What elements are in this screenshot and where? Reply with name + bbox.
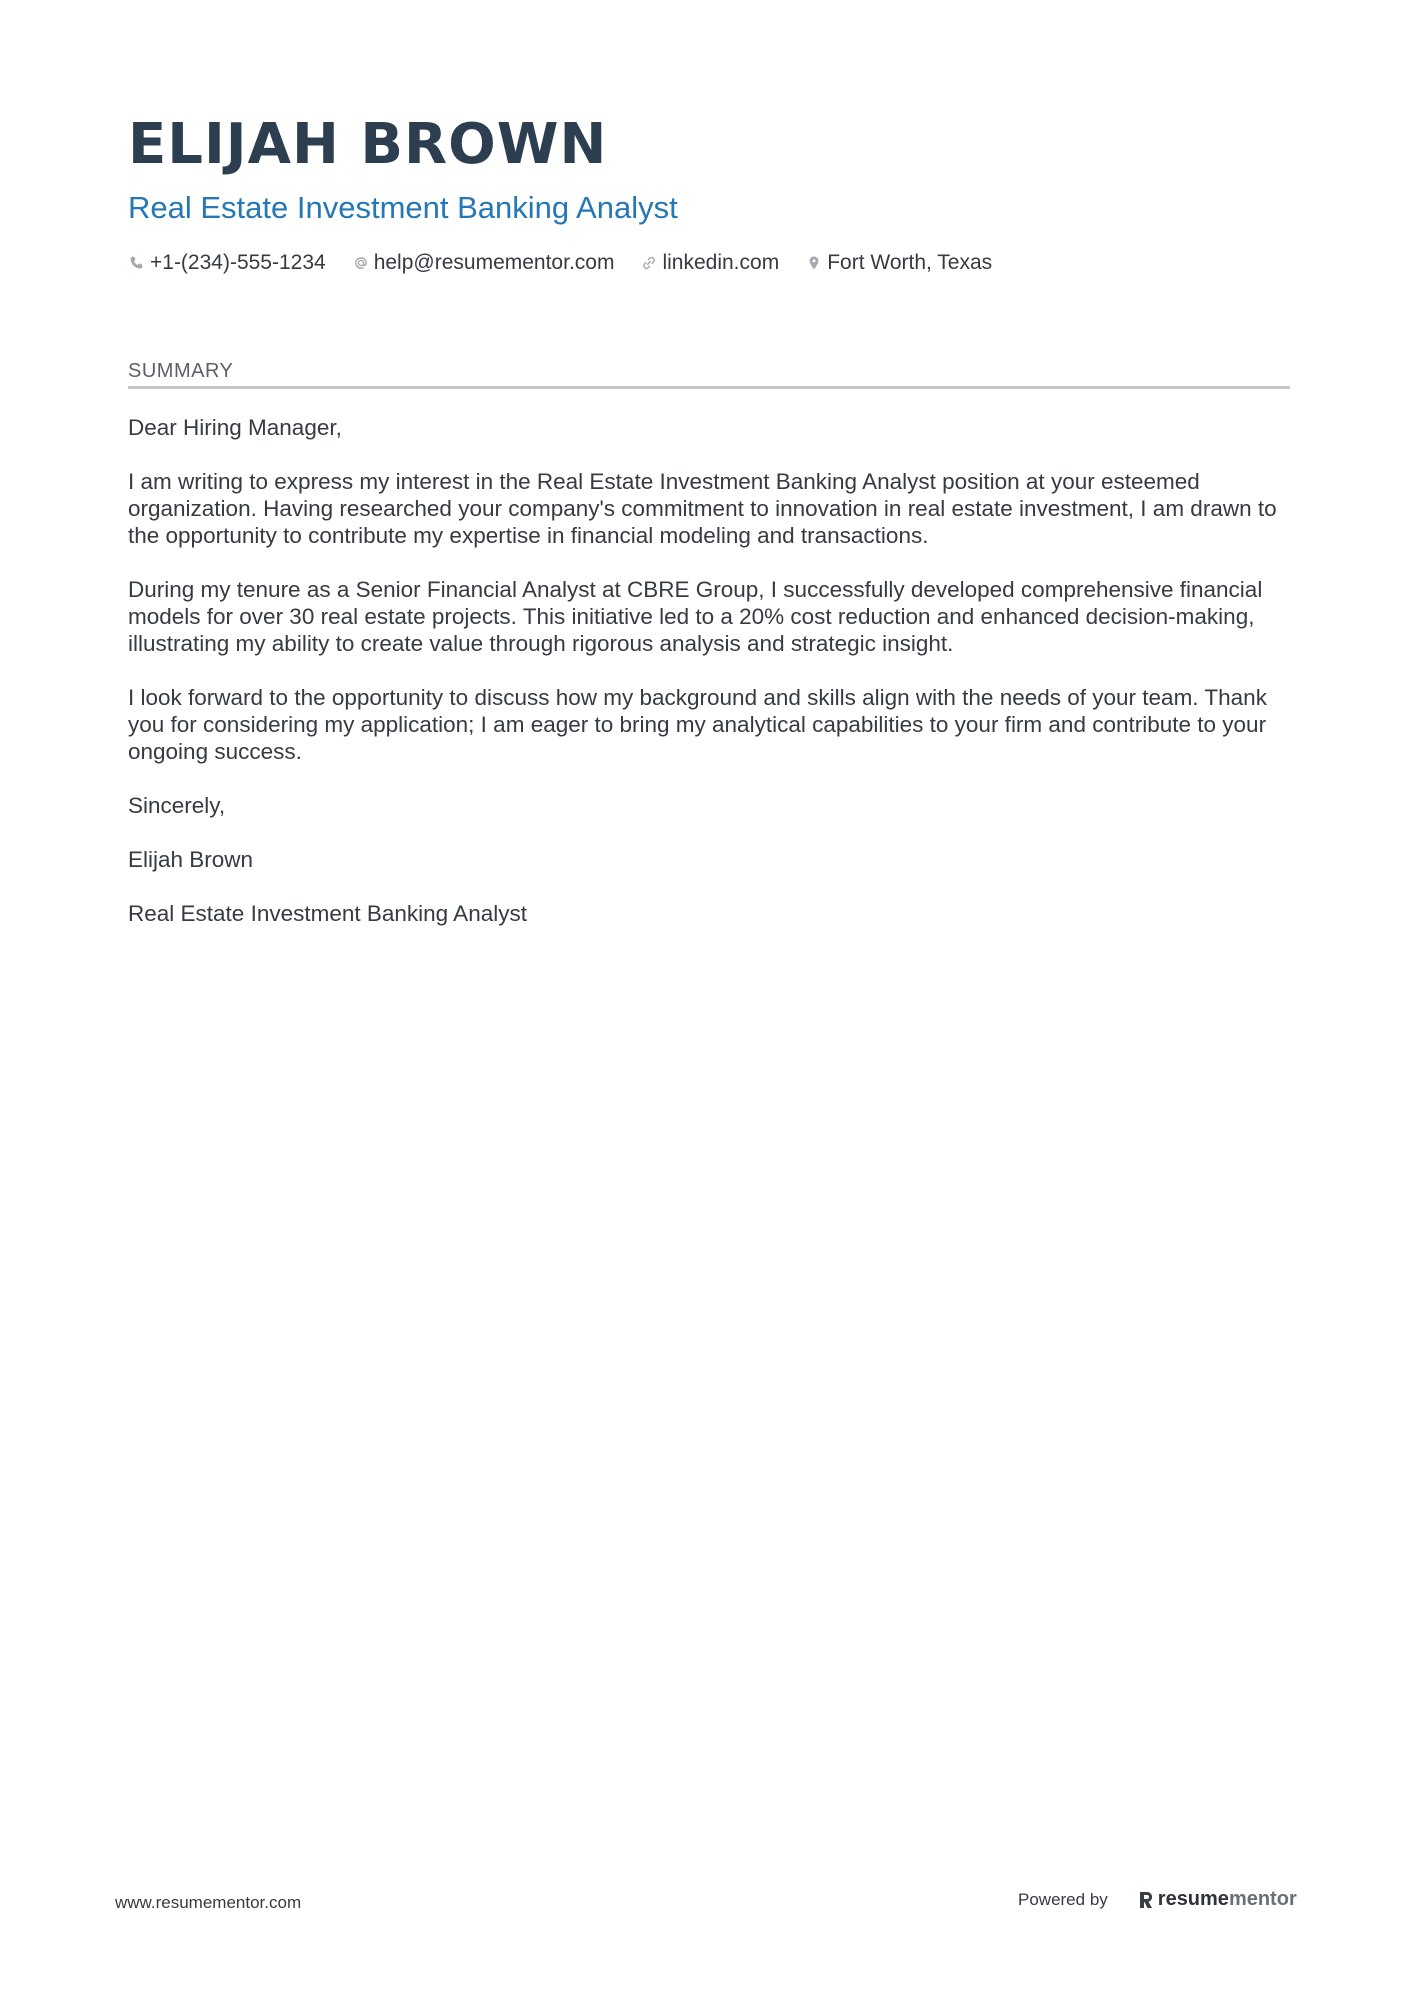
contact-phone <box>128 251 326 275</box>
signature-name: Elijah Brown <box>128 847 254 872</box>
powered-by-label: Powered by <box>1018 1889 1108 1909</box>
contact-email[interactable] <box>352 251 615 275</box>
phone-icon <box>128 254 146 272</box>
brand-text-mentor: mentor <box>1228 1888 1297 1910</box>
contact-location <box>805 251 992 275</box>
brand-text-resume: resume <box>1157 1888 1229 1910</box>
closing: Sincerely, <box>128 793 226 818</box>
candidate-name: ELIJAH BROWN <box>128 112 608 177</box>
summary-heading: SUMMARY <box>128 360 1290 389</box>
job-title: Real Estate Investment Banking Analyst <box>128 190 678 225</box>
email-text[interactable]: help@resumementor.com <box>373 251 615 274</box>
at-icon <box>352 254 370 272</box>
link-text[interactable]: linkedin.com <box>662 251 780 274</box>
contact-link[interactable] <box>640 251 779 275</box>
letter-body <box>128 414 1308 954</box>
header <box>128 110 1288 278</box>
footer-branding <box>1018 1888 1297 1911</box>
contact-bar <box>128 248 1288 278</box>
resumementor-logo-icon <box>1138 1890 1154 1910</box>
paragraph-2: During my tenure as a Senior Financial Analyst at CBRE Group, I successfully developed comprehensive financial models for over 30 real estate projects. This initiative led to a 20% cost reduction and enhanced decision-making, illustrating my ability to create value through rigorous analysis and strategic insight. <box>128 577 1263 656</box>
location-text: Fort Worth, Texas <box>827 251 993 274</box>
paragraph-1: I am writing to express my interest in the Real Estate Investment Banking Analyst position at your esteemed organization. Having researched your company's commitment to innovation in real estate investment, I am drawn to the opportunity to contribute my expertise in financial modeling and transactions. <box>128 469 1277 548</box>
link-icon <box>640 254 658 272</box>
greeting: Dear Hiring Manager, <box>128 415 342 440</box>
signature-title: Real Estate Investment Banking Analyst <box>128 901 527 926</box>
footer-website[interactable]: www.resumementor.com <box>115 1893 302 1912</box>
phone-text: +1-(234)-555-1234 <box>150 251 326 274</box>
location-pin-icon <box>805 254 823 272</box>
brand-logo[interactable] <box>1138 1888 1297 1911</box>
paragraph-3: I look forward to the opportunity to discuss how my background and skills align with the needs of your team. Thank you for considering my application; I am eager to bring my analytical capabilities to your firm and contribute to your ongoing success. <box>128 685 1267 764</box>
